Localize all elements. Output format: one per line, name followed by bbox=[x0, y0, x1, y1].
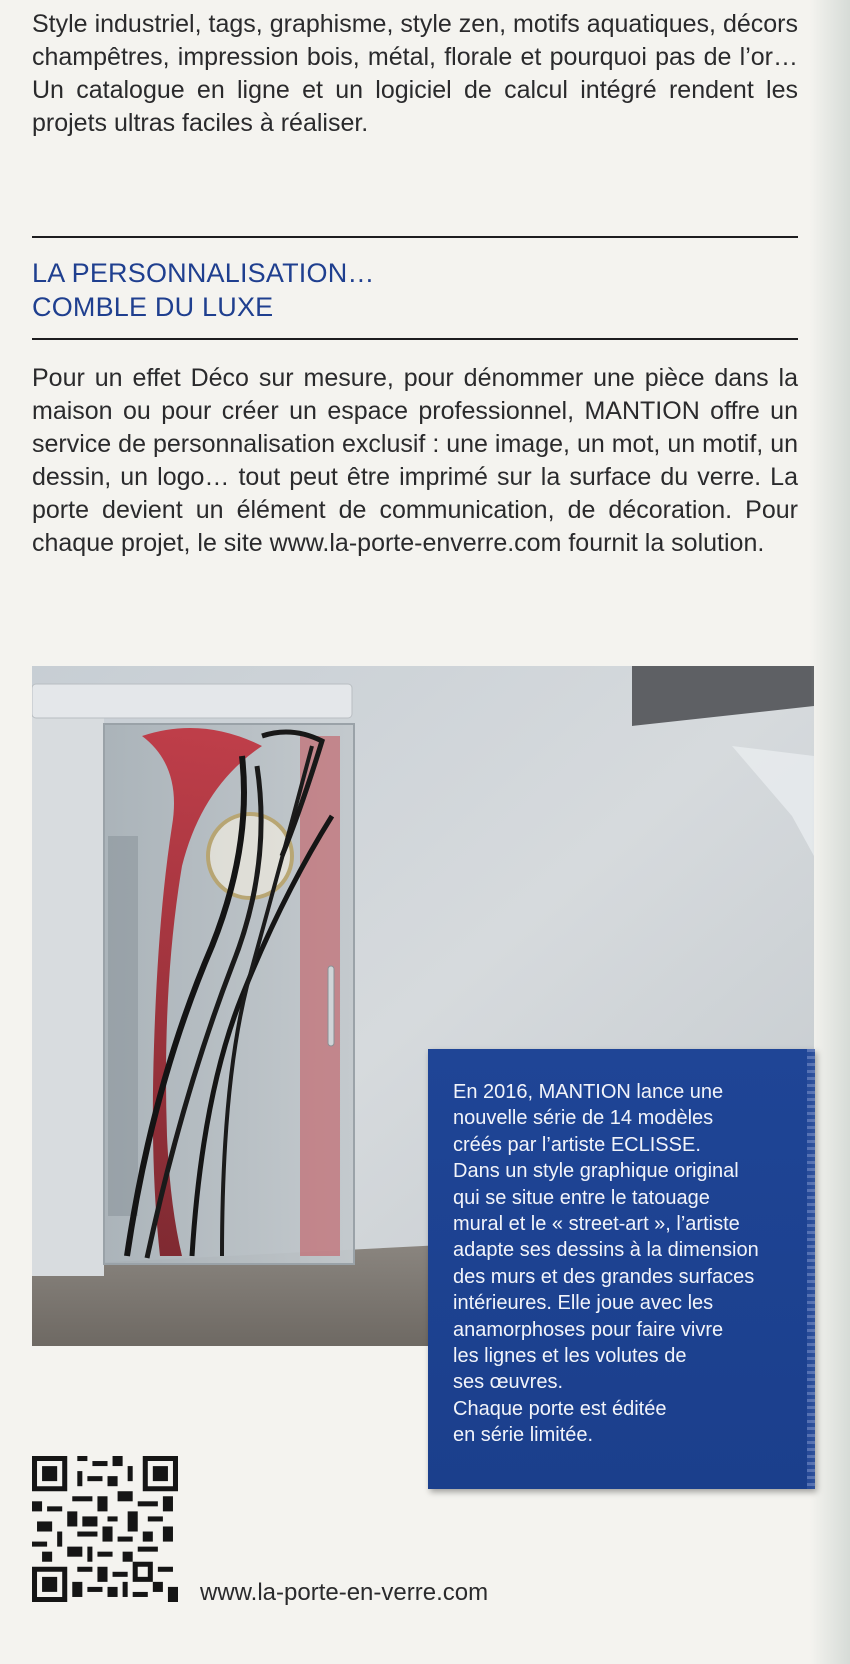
personalisation-paragraph: Pour un effet Déco sur mesure, pour dénommer une pièce dans la maison ou pour créer un espace professionnel, MANTION offre un service de personnalisation exclusif : une image, un mot, un motif, un dessin, un logo… tout peut être imprimé sur la surface du verre. La porte devient un élément de communication, de décoration. Pour chaque projet, le site www.la-porte-enverre.com fournit la solution. bbox=[32, 364, 798, 557]
section-rule-top bbox=[32, 236, 798, 238]
footer-url: www.la-porte-en-verre.com bbox=[200, 1579, 489, 1606]
info-box-text: En 2016, MANTION lance une nouvelle série de 14 modèles créés par l’artiste ECLISSE. Dans un style graphique original qui se situe entre le tatouage mural et le « street-art », l’artiste adapte ses dessins à la dimension des murs et des grandes surfaces intérieures. Elle joue avec les anamorphoses pour faire vivre les lignes et les volutes de ses œuvres. Chaque porte est éditée en série limitée. bbox=[453, 1081, 759, 1447]
qr-code-icon bbox=[32, 1456, 178, 1602]
section-heading-line1: LA PERSONNALISATION… bbox=[32, 258, 375, 288]
section-rule-bottom bbox=[32, 338, 798, 340]
section-heading bbox=[32, 256, 375, 324]
page-edge-shadow bbox=[810, 0, 850, 1664]
intro-paragraph: Style industriel, tags, graphisme, style zen, motifs aquatiques, décors champêtres, impression bois, métal, florale et pourquoi pas de l’or… Un catalogue en ligne et un logiciel de calcul intégré rendent les projets ultras faciles à réaliser. bbox=[32, 10, 798, 137]
section-heading-line2: COMBLE DU LUXE bbox=[32, 292, 274, 322]
info-box bbox=[428, 1049, 815, 1489]
